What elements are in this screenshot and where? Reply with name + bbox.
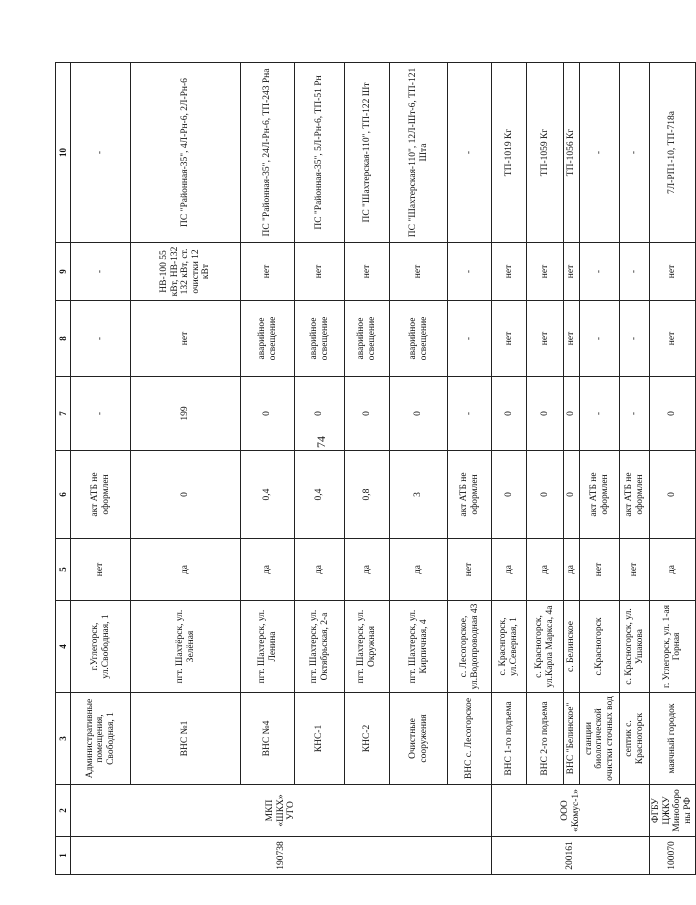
- value-cell: 0: [527, 377, 564, 451]
- status-cell: да: [345, 539, 390, 601]
- org-name-cell: ООО «Комус-1»: [492, 785, 650, 837]
- org-name-cell: МКП «ШКХ» УГО: [71, 785, 492, 837]
- value-cell: аварийное освещение: [241, 301, 295, 377]
- power-source-cell: ПС "Районная-35", 5Л-Рн-6, ТП-51 Рн: [295, 63, 345, 243]
- address-cell: с. Белинское: [564, 601, 580, 693]
- object-name-cell: ВНС 1-го подъема: [492, 693, 527, 785]
- status-cell: да: [390, 539, 448, 601]
- column-number: 8: [56, 301, 71, 377]
- address-cell: пгт. Шахтерск, ул. Октябрьская, 2-а: [295, 601, 345, 693]
- status-cell: да: [131, 539, 241, 601]
- power-source-cell: ПС "Шахтерская-110", 12Л-Шт-6, ТП-121 Шта: [390, 63, 448, 243]
- column-number: 10: [56, 63, 71, 243]
- value-cell: нет: [241, 243, 295, 301]
- org-code-cell: 200161: [492, 837, 650, 875]
- value-cell: нет: [492, 243, 527, 301]
- value-cell: нет: [564, 301, 580, 377]
- value-cell: нет: [564, 243, 580, 301]
- column-number: 5: [56, 539, 71, 601]
- document-table: [55, 62, 696, 875]
- power-source-cell: ПС "Районная-35", 4Л-Рн-6, 2Л-Рн-6: [131, 63, 241, 243]
- status-cell: нет: [71, 539, 131, 601]
- column-number: 4: [56, 601, 71, 693]
- table-row: [492, 63, 527, 875]
- status-cell: да: [650, 539, 696, 601]
- value-cell: 0: [564, 377, 580, 451]
- value-cell: -: [620, 243, 650, 301]
- address-cell: с. Краснгорск, ул.Северная, 1: [492, 601, 527, 693]
- value-cell: аварийное освещение: [295, 301, 345, 377]
- power-source-cell: 7Л-РП1-10, ТП-718а: [650, 63, 696, 243]
- value-cell: аварийное освещение: [390, 301, 448, 377]
- status-cell: нет: [448, 539, 492, 601]
- address-cell: с.Красногорск: [580, 601, 620, 693]
- column-number: 3: [56, 693, 71, 785]
- value-cell: -: [448, 377, 492, 451]
- status-cell: да: [295, 539, 345, 601]
- value-cell: 0: [241, 377, 295, 451]
- object-name-cell: септик с. Красногорск: [620, 693, 650, 785]
- value-cell: нет: [527, 243, 564, 301]
- value-cell: -: [580, 243, 620, 301]
- table-row: [345, 63, 390, 875]
- value-cell: -: [71, 243, 131, 301]
- power-source-cell: -: [448, 63, 492, 243]
- value-cell: -: [620, 377, 650, 451]
- column-number: 6: [56, 451, 71, 539]
- power-source-cell: ПС "Районная-35", 24Л-Рн-6, ТП-243 Рна: [241, 63, 295, 243]
- value-cell: -: [448, 301, 492, 377]
- object-name-cell: ВНС "Белинское": [564, 693, 580, 785]
- address-cell: г.Углегорск, ул.Свободная, 1: [71, 601, 131, 693]
- power-source-cell: -: [71, 63, 131, 243]
- value-cell: 199: [131, 377, 241, 451]
- table-row: [131, 63, 241, 875]
- value-cell: 0: [492, 377, 527, 451]
- value-cell: нет: [345, 243, 390, 301]
- value-cell: 0: [564, 451, 580, 539]
- value-cell: -: [71, 301, 131, 377]
- value-cell: нет: [650, 301, 696, 377]
- power-source-cell: ТП-1019 Кг: [492, 63, 527, 243]
- address-cell: пгт. Шахтерск, ул. Кирпичная, 4: [390, 601, 448, 693]
- value-cell: 0: [131, 451, 241, 539]
- status-cell: да: [492, 539, 527, 601]
- column-number: 9: [56, 243, 71, 301]
- object-name-cell: ВНС №4: [241, 693, 295, 785]
- value-cell: акт АТБ не оформлен: [71, 451, 131, 539]
- object-name-cell: ВНС с. Лесогорское: [448, 693, 492, 785]
- power-source-cell: ТП-1056 Кг: [564, 63, 580, 243]
- address-cell: г. Углегорск, ул. 1-ая Горная: [650, 601, 696, 693]
- value-cell: -: [71, 377, 131, 451]
- address-cell: пгт. Шахтерск, ул. Ленина: [241, 601, 295, 693]
- status-cell: нет: [620, 539, 650, 601]
- value-cell: 0: [295, 377, 345, 451]
- value-cell: акт АТБ не оформлен: [620, 451, 650, 539]
- object-name-cell: КНС-2: [345, 693, 390, 785]
- value-cell: 0: [650, 451, 696, 539]
- value-cell: акт АТБ не оформлен: [580, 451, 620, 539]
- object-name-cell: маячный городок: [650, 693, 696, 785]
- table-row: [71, 63, 131, 875]
- power-source-cell: ПС "Шахтерская-110", ТП-122 Шт: [345, 63, 390, 243]
- value-cell: нет: [492, 301, 527, 377]
- value-cell: нет: [390, 243, 448, 301]
- value-cell: -: [620, 301, 650, 377]
- table-row: [650, 63, 696, 875]
- status-cell: да: [564, 539, 580, 601]
- address-cell: с. Красногорск, ул. Ушакова: [620, 601, 650, 693]
- address-cell: с. Лесогорское, ул.Водопроводная 43: [448, 601, 492, 693]
- table-row: [241, 63, 295, 875]
- address-cell: с. Красногорск, ул.Карла Маркса, 4а: [527, 601, 564, 693]
- value-cell: 0: [527, 451, 564, 539]
- column-number-row: [56, 63, 71, 875]
- status-cell: да: [527, 539, 564, 601]
- table-row: [390, 63, 448, 875]
- value-cell: -: [580, 377, 620, 451]
- value-cell: 0,4: [241, 451, 295, 539]
- value-cell: нет: [131, 301, 241, 377]
- org-code-cell: 100070: [650, 837, 696, 875]
- object-name-cell: ВНС 2-го подъема: [527, 693, 564, 785]
- status-cell: нет: [580, 539, 620, 601]
- value-cell: аварийное освещение: [345, 301, 390, 377]
- value-cell: акт АТБ не оформлен: [448, 451, 492, 539]
- address-cell: пгт. Шахтёрск, ул. Зелёная: [131, 601, 241, 693]
- value-cell: 0: [345, 377, 390, 451]
- value-cell: НВ-100 55 кВт, НВ-132 132 кВт, ст. очистки 12 кВт: [131, 243, 241, 301]
- org-name-cell: ФГБУ ЦЖКУ Минобороны РФ: [650, 785, 696, 837]
- value-cell: нет: [650, 243, 696, 301]
- object-name-cell: Административные помещения, Свободная, 1: [71, 693, 131, 785]
- table-row: [620, 63, 650, 875]
- column-number: 1: [56, 837, 71, 875]
- value-cell: 3: [390, 451, 448, 539]
- value-cell: -: [448, 243, 492, 301]
- value-cell: нет: [295, 243, 345, 301]
- column-number: 2: [56, 785, 71, 837]
- page-number: 74: [314, 436, 328, 448]
- table-row: [527, 63, 564, 875]
- table-row: [580, 63, 620, 875]
- object-name-cell: станции биологической очистки сточных вод: [580, 693, 620, 785]
- org-code-cell: 190738: [71, 837, 492, 875]
- address-cell: пгт. Шахтерск, ул. Окружная: [345, 601, 390, 693]
- object-name-cell: КНС-1: [295, 693, 345, 785]
- column-number: 7: [56, 377, 71, 451]
- value-cell: 0: [650, 377, 696, 451]
- object-name-cell: ВНС №1: [131, 693, 241, 785]
- table-row: [448, 63, 492, 875]
- value-cell: 0,4: [295, 451, 345, 539]
- table-row: [295, 63, 345, 875]
- power-source-cell: -: [620, 63, 650, 243]
- value-cell: -: [580, 301, 620, 377]
- value-cell: 0: [492, 451, 527, 539]
- power-source-cell: -: [580, 63, 620, 243]
- object-name-cell: Очистные сооружения: [390, 693, 448, 785]
- status-cell: да: [241, 539, 295, 601]
- value-cell: 0: [390, 377, 448, 451]
- table-row: [564, 63, 580, 875]
- power-source-cell: ТП-1059 Кг: [527, 63, 564, 243]
- value-cell: 0,8: [345, 451, 390, 539]
- value-cell: нет: [527, 301, 564, 377]
